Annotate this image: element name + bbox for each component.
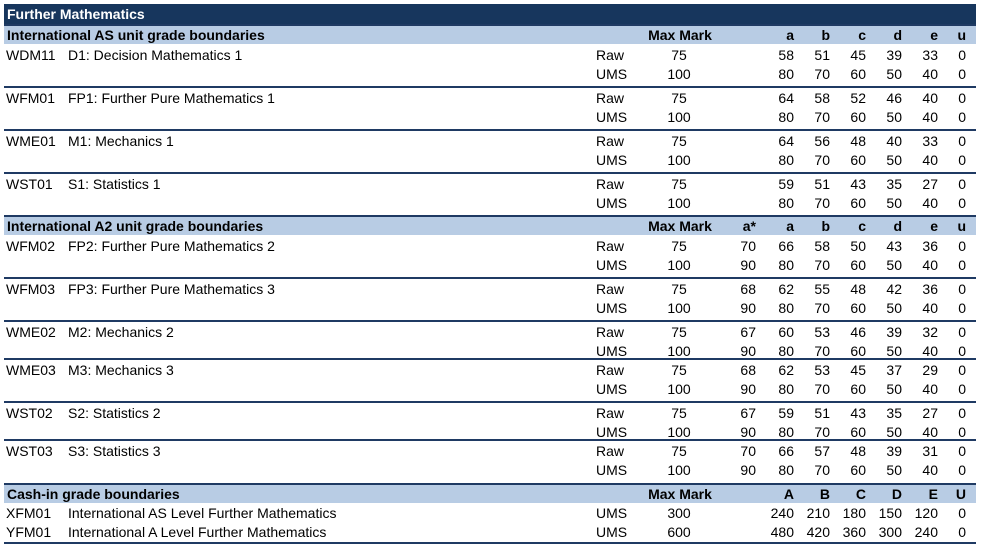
grade-header: d <box>893 27 902 43</box>
mark-type: UMS <box>596 424 628 440</box>
grade-header: D <box>891 486 902 502</box>
grade-mark: 50 <box>886 109 902 125</box>
unit-name: M1: Mechanics 1 <box>68 133 174 149</box>
grade-mark: 90 <box>740 462 756 478</box>
grade-mark: 150 <box>878 505 902 521</box>
grade-mark: 0 <box>958 133 966 149</box>
table-row <box>4 361 976 380</box>
grade-mark: 56 <box>814 133 830 149</box>
max-mark: 100 <box>667 152 691 168</box>
table-row <box>4 523 976 542</box>
grade-mark: 58 <box>814 90 830 106</box>
section-header-as_section <box>4 24 976 44</box>
grade-header: b <box>821 218 830 234</box>
grade-mark: 80 <box>778 109 794 125</box>
grade-mark: 40 <box>922 462 938 478</box>
grade-mark: 43 <box>850 405 866 421</box>
row-divider <box>4 86 976 88</box>
grade-mark: 39 <box>886 47 902 63</box>
grade-mark: 59 <box>778 176 794 192</box>
grade-mark: 39 <box>886 443 902 459</box>
mark-type: UMS <box>596 109 628 125</box>
grade-mark: 70 <box>814 381 830 397</box>
grade-mark: 40 <box>922 109 938 125</box>
grade-mark: 0 <box>958 462 966 478</box>
table-row <box>4 65 976 84</box>
max-mark: 75 <box>671 443 687 459</box>
grade-mark: 80 <box>778 300 794 316</box>
grade-mark: 52 <box>850 90 866 106</box>
table-row <box>4 46 976 65</box>
qualification-code: YFM01 <box>6 524 52 540</box>
grade-mark: 0 <box>958 405 966 421</box>
grade-mark: 90 <box>740 300 756 316</box>
grade-header: e <box>930 218 938 234</box>
grade-mark: 42 <box>886 281 902 297</box>
grade-mark: 29 <box>922 362 938 378</box>
grade-mark: 70 <box>814 300 830 316</box>
grade-mark: 57 <box>814 443 830 459</box>
grade-mark: 210 <box>806 505 830 521</box>
grade-mark: 240 <box>770 505 794 521</box>
unit-code: WFM02 <box>6 238 55 254</box>
mark-type: UMS <box>596 195 628 211</box>
mark-type: Raw <box>596 133 625 149</box>
max-mark: 75 <box>671 176 687 192</box>
mark-type: UMS <box>596 152 628 168</box>
grade-mark: 48 <box>850 443 866 459</box>
grade-header: e <box>930 27 938 43</box>
grade-mark: 50 <box>886 300 902 316</box>
row-divider <box>4 401 976 403</box>
grade-mark: 0 <box>958 381 966 397</box>
grade-mark: 50 <box>886 257 902 273</box>
grade-mark: 59 <box>778 405 794 421</box>
section-heading: International AS unit grade boundaries <box>7 27 265 43</box>
grade-mark: 70 <box>740 443 756 459</box>
grade-mark: 40 <box>922 381 938 397</box>
grade-mark: 80 <box>778 66 794 82</box>
grade-header: c <box>858 218 866 234</box>
table-row <box>4 132 976 151</box>
grade-mark: 27 <box>922 176 938 192</box>
grade-mark: 90 <box>740 343 756 359</box>
grade-mark: 0 <box>958 176 966 192</box>
max-mark: 600 <box>667 524 691 540</box>
grade-mark: 53 <box>814 324 830 340</box>
grade-mark: 35 <box>886 176 902 192</box>
row-divider <box>4 129 976 131</box>
unit-code: WST01 <box>6 176 53 192</box>
grade-mark: 70 <box>814 343 830 359</box>
grade-mark: 0 <box>958 343 966 359</box>
grade-mark: 66 <box>778 238 794 254</box>
grade-mark: 80 <box>778 381 794 397</box>
grade-mark: 60 <box>850 109 866 125</box>
grade-header: c <box>858 27 866 43</box>
grade-mark: 33 <box>922 47 938 63</box>
grade-mark: 0 <box>958 505 966 521</box>
grade-mark: 0 <box>958 238 966 254</box>
grade-mark: 0 <box>958 324 966 340</box>
grade-mark: 45 <box>850 362 866 378</box>
table-row <box>4 151 976 170</box>
grade-header: a* <box>742 218 756 234</box>
grade-mark: 0 <box>958 66 966 82</box>
row-divider <box>4 439 976 441</box>
grade-mark: 62 <box>778 362 794 378</box>
grade-mark: 300 <box>878 524 902 540</box>
grade-header: a <box>786 218 794 234</box>
grade-mark: 90 <box>740 424 756 440</box>
grade-mark: 35 <box>886 405 902 421</box>
grade-mark: 40 <box>922 257 938 273</box>
grade-mark: 70 <box>814 424 830 440</box>
unit-code: WFM03 <box>6 281 55 297</box>
table-row <box>4 256 976 275</box>
grade-header: U <box>955 486 966 502</box>
grade-mark: 37 <box>886 362 902 378</box>
max-mark: 75 <box>671 90 687 106</box>
grade-mark: 70 <box>814 152 830 168</box>
max-mark: 100 <box>667 343 691 359</box>
qualification-name: International A Level Further Mathematics <box>68 524 327 540</box>
grade-mark: 62 <box>778 281 794 297</box>
max-mark-header: Max Mark <box>648 486 712 502</box>
grade-mark: 68 <box>740 362 756 378</box>
mark-type: Raw <box>596 176 625 192</box>
unit-name: FP3: Further Pure Mathematics 3 <box>68 281 275 297</box>
grade-mark: 40 <box>922 424 938 440</box>
grade-mark: 27 <box>922 405 938 421</box>
grade-mark: 46 <box>850 324 866 340</box>
grade-mark: 43 <box>886 238 902 254</box>
grade-mark: 0 <box>958 362 966 378</box>
grade-mark: 46 <box>886 90 902 106</box>
grade-mark: 90 <box>740 381 756 397</box>
grade-mark: 0 <box>958 300 966 316</box>
max-mark: 300 <box>667 505 691 521</box>
grade-header: A <box>783 486 794 502</box>
grade-mark: 60 <box>850 424 866 440</box>
row-divider <box>4 277 976 279</box>
grade-mark: 0 <box>958 195 966 211</box>
row-divider <box>4 358 976 360</box>
grade-mark: 0 <box>958 443 966 459</box>
grade-mark: 40 <box>922 152 938 168</box>
max-mark: 100 <box>667 66 691 82</box>
grade-mark: 40 <box>922 90 938 106</box>
grade-mark: 50 <box>886 343 902 359</box>
mark-type: UMS <box>596 300 628 316</box>
max-mark: 100 <box>667 109 691 125</box>
max-mark: 75 <box>671 362 687 378</box>
grade-mark: 70 <box>814 462 830 478</box>
grade-mark: 180 <box>842 505 866 521</box>
table-row <box>4 194 976 213</box>
max-mark: 75 <box>671 47 687 63</box>
row-divider <box>4 320 976 322</box>
grade-mark: 67 <box>740 324 756 340</box>
grade-mark: 70 <box>814 257 830 273</box>
mark-type: UMS <box>596 66 628 82</box>
grade-mark: 40 <box>922 343 938 359</box>
grade-mark: 120 <box>914 505 938 521</box>
grade-header: b <box>821 27 830 43</box>
mark-type: Raw <box>596 281 625 297</box>
grade-mark: 0 <box>958 47 966 63</box>
qualification-name: International AS Level Further Mathematics <box>68 505 337 521</box>
unit-code: WME03 <box>6 362 56 378</box>
grade-mark: 360 <box>842 524 866 540</box>
grade-mark: 43 <box>850 176 866 192</box>
unit-name: S3: Statistics 3 <box>68 443 161 459</box>
grade-mark: 50 <box>886 424 902 440</box>
grade-mark: 32 <box>922 324 938 340</box>
grade-mark: 0 <box>958 90 966 106</box>
table-row <box>4 299 976 318</box>
grade-mark: 50 <box>886 66 902 82</box>
mark-type: UMS <box>596 524 628 540</box>
grade-mark: 70 <box>814 66 830 82</box>
grade-mark: 0 <box>958 424 966 440</box>
subject-title: Further Mathematics <box>7 6 145 22</box>
unit-code: WST02 <box>6 405 53 421</box>
grade-mark: 0 <box>958 152 966 168</box>
grade-mark: 60 <box>850 152 866 168</box>
grade-mark: 60 <box>850 343 866 359</box>
mark-type: Raw <box>596 443 625 459</box>
grade-mark: 480 <box>770 524 794 540</box>
table-row <box>4 461 976 480</box>
grade-mark: 68 <box>740 281 756 297</box>
grade-mark: 60 <box>850 462 866 478</box>
table-row <box>4 404 976 423</box>
table-row <box>4 89 976 108</box>
max-mark: 75 <box>671 405 687 421</box>
grade-mark: 80 <box>778 424 794 440</box>
grade-mark: 40 <box>922 195 938 211</box>
grade-mark: 36 <box>922 238 938 254</box>
grade-header: a <box>786 27 794 43</box>
table-row <box>4 108 976 127</box>
grade-mark: 80 <box>778 195 794 211</box>
max-mark: 100 <box>667 300 691 316</box>
unit-name: FP1: Further Pure Mathematics 1 <box>68 90 275 106</box>
grade-mark: 60 <box>850 257 866 273</box>
section-heading: Cash-in grade boundaries <box>7 486 180 502</box>
grade-header: d <box>893 218 902 234</box>
mark-type: UMS <box>596 462 628 478</box>
grade-mark: 48 <box>850 281 866 297</box>
unit-name: FP2: Further Pure Mathematics 2 <box>68 238 275 254</box>
grade-mark: 50 <box>886 152 902 168</box>
grade-mark: 50 <box>886 195 902 211</box>
max-mark: 100 <box>667 462 691 478</box>
unit-name: S2: Statistics 2 <box>68 405 161 421</box>
table-row <box>4 280 976 299</box>
grade-mark: 80 <box>778 462 794 478</box>
grade-mark: 31 <box>922 443 938 459</box>
grade-mark: 60 <box>850 66 866 82</box>
grade-mark: 33 <box>922 133 938 149</box>
grade-mark: 60 <box>778 324 794 340</box>
section-heading: International A2 unit grade boundaries <box>7 218 264 234</box>
grade-mark: 40 <box>922 66 938 82</box>
table-row <box>4 380 976 399</box>
table-row <box>4 442 976 461</box>
max-mark: 100 <box>667 381 691 397</box>
grade-mark: 58 <box>778 47 794 63</box>
mark-type: UMS <box>596 505 628 521</box>
max-mark: 75 <box>671 324 687 340</box>
max-mark: 75 <box>671 133 687 149</box>
max-mark: 75 <box>671 238 687 254</box>
mark-type: UMS <box>596 343 628 359</box>
grade-mark: 420 <box>806 524 830 540</box>
section-header-cashin_section <box>4 483 976 503</box>
table-row <box>4 323 976 342</box>
mark-type: UMS <box>596 257 628 273</box>
unit-code: WME01 <box>6 133 56 149</box>
grade-mark: 55 <box>814 281 830 297</box>
table-bottom-border <box>4 542 976 544</box>
grade-header: E <box>928 486 938 502</box>
grade-mark: 51 <box>814 405 830 421</box>
table-row <box>4 175 976 194</box>
subject-title-bar <box>4 4 976 24</box>
mark-type: UMS <box>596 381 628 397</box>
table-row <box>4 237 976 256</box>
max-mark: 100 <box>667 257 691 273</box>
grade-mark: 50 <box>850 238 866 254</box>
max-mark: 75 <box>671 281 687 297</box>
table-row <box>4 504 976 523</box>
unit-name: S1: Statistics 1 <box>68 176 161 192</box>
mark-type: Raw <box>596 238 625 254</box>
grade-mark: 0 <box>958 524 966 540</box>
grade-mark: 0 <box>958 109 966 125</box>
grade-mark: 39 <box>886 324 902 340</box>
grade-mark: 45 <box>850 47 866 63</box>
grade-header: u <box>957 27 966 43</box>
grade-mark: 66 <box>778 443 794 459</box>
mark-type: Raw <box>596 405 625 421</box>
mark-type: Raw <box>596 90 625 106</box>
grade-mark: 80 <box>778 257 794 273</box>
grade-mark: 60 <box>850 381 866 397</box>
grade-mark: 80 <box>778 152 794 168</box>
qualification-code: XFM01 <box>6 505 52 521</box>
grade-mark: 53 <box>814 362 830 378</box>
unit-code: WFM01 <box>6 90 55 106</box>
grade-mark: 70 <box>814 109 830 125</box>
grade-mark: 0 <box>958 281 966 297</box>
unit-name: D1: Decision Mathematics 1 <box>68 47 243 63</box>
grade-mark: 40 <box>922 300 938 316</box>
grade-mark: 60 <box>850 195 866 211</box>
grade-header: B <box>819 486 830 502</box>
grade-mark: 0 <box>958 257 966 273</box>
unit-name: M2: Mechanics 2 <box>68 324 174 340</box>
grade-mark: 36 <box>922 281 938 297</box>
grade-mark: 50 <box>886 462 902 478</box>
max-mark: 100 <box>667 424 691 440</box>
section-header-a2_section <box>4 215 976 235</box>
grade-mark: 64 <box>778 133 794 149</box>
grade-mark: 70 <box>740 238 756 254</box>
max-mark-header: Max Mark <box>648 218 712 234</box>
grade-mark: 80 <box>778 343 794 359</box>
grade-mark: 51 <box>814 47 830 63</box>
unit-code: WME02 <box>6 324 56 340</box>
unit-name: M3: Mechanics 3 <box>68 362 174 378</box>
grade-mark: 58 <box>814 238 830 254</box>
grade-mark: 67 <box>740 405 756 421</box>
unit-code: WDM11 <box>6 47 56 63</box>
grade-mark: 240 <box>914 524 938 540</box>
max-mark: 100 <box>667 195 691 211</box>
row-divider <box>4 172 976 174</box>
grade-mark: 51 <box>814 176 830 192</box>
mark-type: Raw <box>596 324 625 340</box>
grade-mark: 40 <box>886 133 902 149</box>
grade-mark: 48 <box>850 133 866 149</box>
mark-type: Raw <box>596 47 625 63</box>
mark-type: Raw <box>596 362 625 378</box>
max-mark-header: Max Mark <box>648 27 712 43</box>
grade-mark: 70 <box>814 195 830 211</box>
grade-mark: 90 <box>740 257 756 273</box>
grade-header: u <box>957 218 966 234</box>
grade-mark: 60 <box>850 300 866 316</box>
grade-mark: 64 <box>778 90 794 106</box>
grade-mark: 50 <box>886 381 902 397</box>
grade-header: C <box>855 486 866 502</box>
unit-code: WST03 <box>6 443 53 459</box>
